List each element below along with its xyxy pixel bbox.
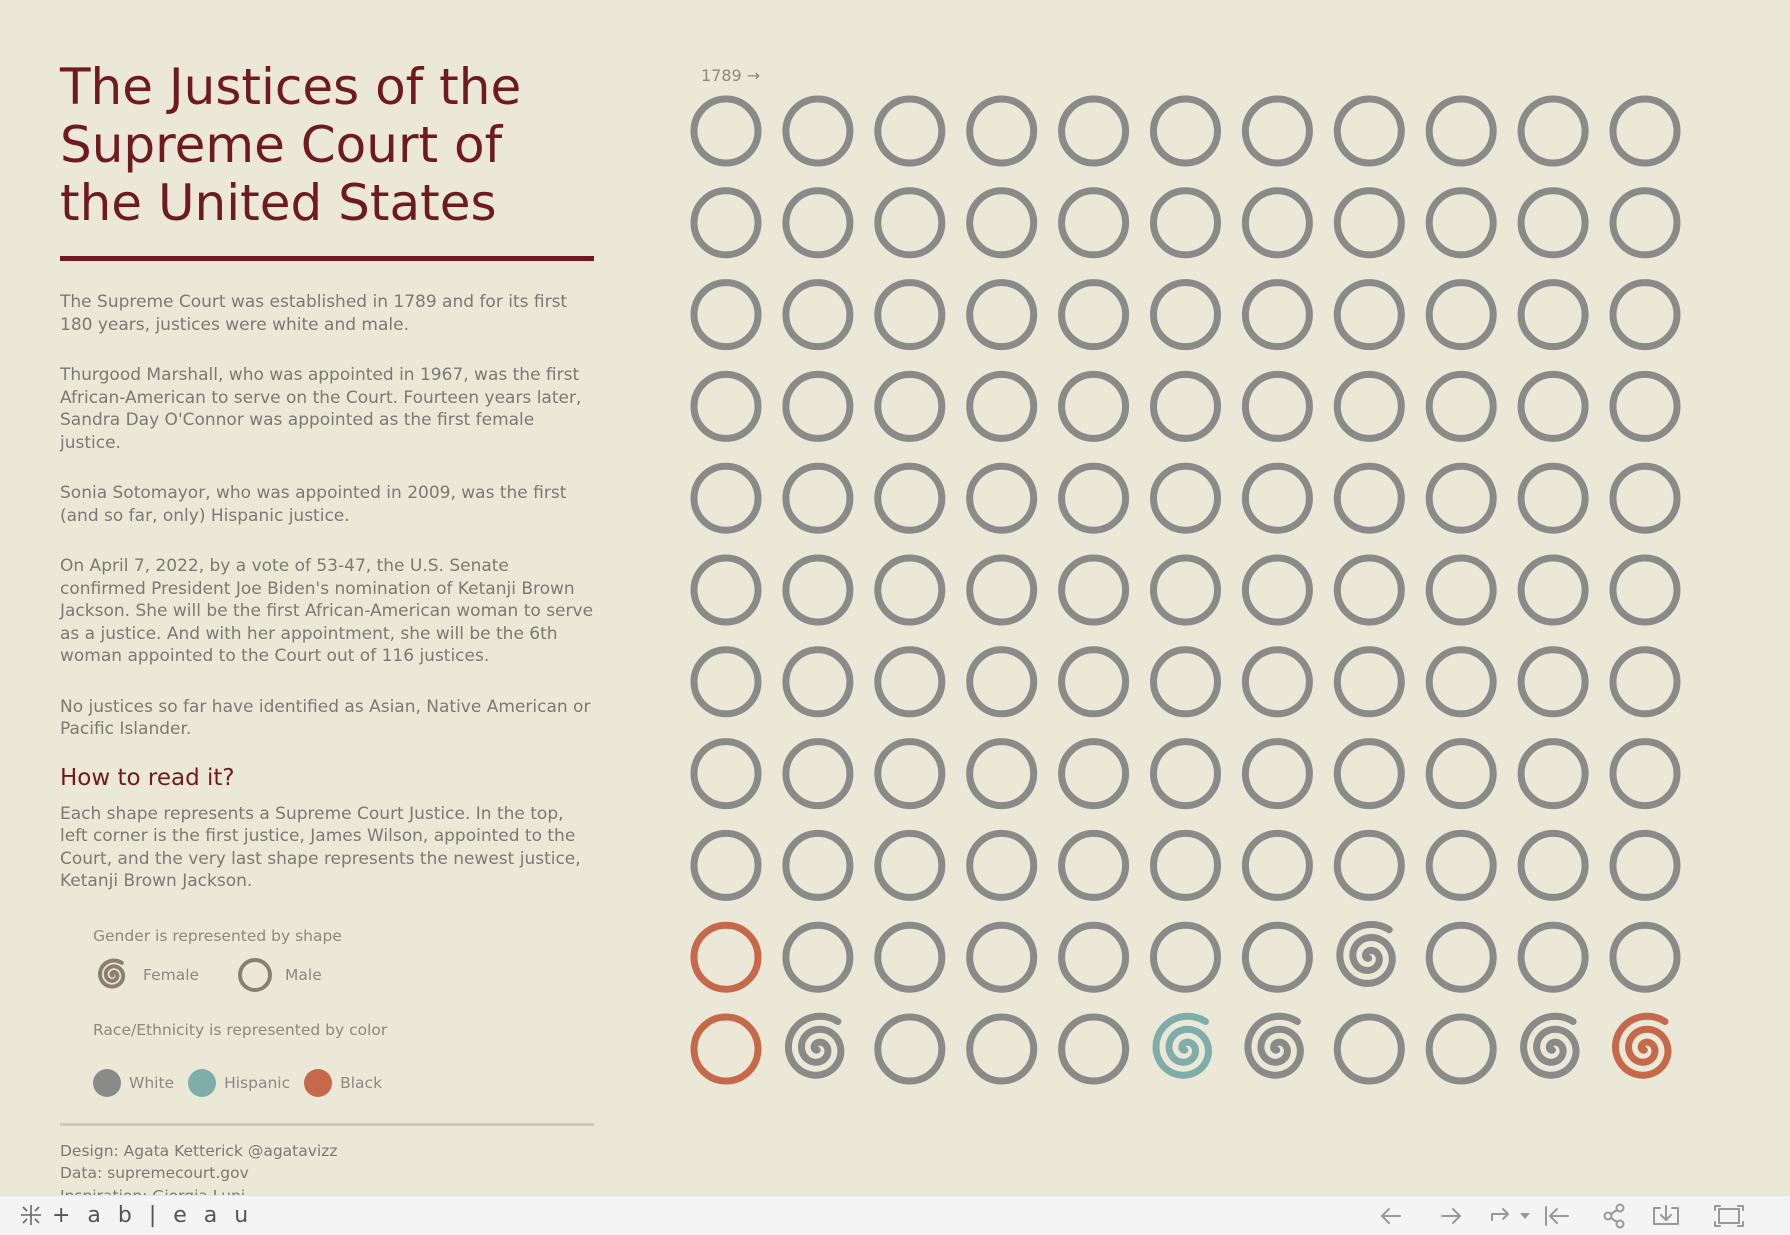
justice-mark-42[interactable] xyxy=(1429,374,1493,438)
justice-mark-100[interactable] xyxy=(694,925,758,989)
legend-white-label: White xyxy=(129,1073,175,1092)
justice-mark-92[interactable] xyxy=(970,833,1034,897)
gender-legend-title: Gender is represented by shape xyxy=(93,926,342,945)
justice-mark-46[interactable] xyxy=(786,466,850,530)
fullscreen-icon[interactable] xyxy=(1715,1206,1743,1226)
justice-mark-107[interactable] xyxy=(1340,924,1392,983)
justice-mark-98[interactable] xyxy=(1521,833,1585,897)
justice-mark-18[interactable] xyxy=(1245,191,1309,255)
justice-mark-58[interactable] xyxy=(878,558,942,622)
justice-mark-101[interactable] xyxy=(786,925,850,989)
legend-male-label: Male xyxy=(285,965,322,984)
justice-mark-43[interactable] xyxy=(1521,374,1585,438)
justice-mark-8[interactable] xyxy=(1337,99,1401,163)
justice-mark-115[interactable] xyxy=(1062,1017,1126,1081)
justice-mark-1[interactable] xyxy=(694,99,758,163)
justice-mark-90[interactable] xyxy=(786,833,850,897)
justice-mark-78[interactable] xyxy=(694,742,758,806)
justice-mark-95[interactable] xyxy=(1245,833,1309,897)
justice-mark-81[interactable] xyxy=(970,742,1034,806)
justice-mark-49[interactable] xyxy=(1062,466,1126,530)
justice-mark-118[interactable] xyxy=(1337,1017,1401,1081)
tableau-logo[interactable] xyxy=(18,1202,253,1228)
justice-mark-70[interactable] xyxy=(970,650,1034,714)
justice-mark-52[interactable] xyxy=(1337,466,1401,530)
justice-mark-119[interactable] xyxy=(1429,1017,1493,1081)
justice-mark-3[interactable] xyxy=(878,99,942,163)
justice-mark-82[interactable] xyxy=(1062,742,1126,806)
justice-mark-121[interactable] xyxy=(1616,1016,1668,1075)
justice-mark-50[interactable] xyxy=(1154,466,1218,530)
justice-mark-25[interactable] xyxy=(878,283,942,347)
justice-mark-79[interactable] xyxy=(786,742,850,806)
justice-mark-66[interactable] xyxy=(1613,558,1677,622)
justice-mark-59[interactable] xyxy=(970,558,1034,622)
justice-mark-36[interactable] xyxy=(878,374,942,438)
justice-mark-91[interactable] xyxy=(878,833,942,897)
justice-mark-106[interactable] xyxy=(1245,925,1309,989)
justice-mark-33[interactable] xyxy=(1613,283,1677,347)
justice-mark-57[interactable] xyxy=(786,558,850,622)
tableau-toolbar xyxy=(0,1195,1790,1235)
justice-mark-87[interactable] xyxy=(1521,742,1585,806)
justice-mark-111[interactable] xyxy=(694,1017,758,1081)
justice-mark-108[interactable] xyxy=(1429,925,1493,989)
how-to-heading: How to read it? xyxy=(60,764,235,791)
justice-mark-30[interactable] xyxy=(1337,283,1401,347)
justice-mark-67[interactable] xyxy=(694,650,758,714)
reset-icon[interactable] xyxy=(1546,1207,1568,1225)
justice-mark-24[interactable] xyxy=(786,283,850,347)
justice-mark-11[interactable] xyxy=(1613,99,1677,163)
justice-mark-97[interactable] xyxy=(1429,833,1493,897)
justice-mark-112[interactable] xyxy=(788,1016,840,1075)
justice-mark-69[interactable] xyxy=(878,650,942,714)
justice-mark-12[interactable] xyxy=(694,191,758,255)
justice-mark-64[interactable] xyxy=(1429,558,1493,622)
tableau-logo-text: + a b | e a u xyxy=(52,1202,254,1228)
justice-mark-35[interactable] xyxy=(786,374,850,438)
justice-mark-32[interactable] xyxy=(1521,283,1585,347)
justice-mark-38[interactable] xyxy=(1062,374,1126,438)
justice-mark-71[interactable] xyxy=(1062,650,1126,714)
justice-mark-113[interactable] xyxy=(878,1017,942,1081)
justice-mark-96[interactable] xyxy=(1337,833,1401,897)
justice-mark-26[interactable] xyxy=(970,283,1034,347)
justice-mark-44[interactable] xyxy=(1613,374,1677,438)
justice-mark-5[interactable] xyxy=(1062,99,1126,163)
justice-mark-65[interactable] xyxy=(1521,558,1585,622)
justice-mark-103[interactable] xyxy=(970,925,1034,989)
justice-mark-62[interactable] xyxy=(1245,558,1309,622)
justice-mark-77[interactable] xyxy=(1613,650,1677,714)
justice-mark-68[interactable] xyxy=(786,650,850,714)
download-icon[interactable] xyxy=(1654,1206,1678,1224)
race-legend-title: Race/Ethnicity is represented by color xyxy=(93,1020,388,1039)
justice-mark-105[interactable] xyxy=(1154,925,1218,989)
justice-mark-102[interactable] xyxy=(878,925,942,989)
justice-mark-63[interactable] xyxy=(1337,558,1401,622)
justice-mark-10[interactable] xyxy=(1521,99,1585,163)
legend-female-label: Female xyxy=(143,965,200,984)
redo-icon[interactable] xyxy=(1442,1209,1460,1223)
justice-mark-55[interactable] xyxy=(1613,466,1677,530)
justice-mark-83[interactable] xyxy=(1154,742,1218,806)
justice-mark-40[interactable] xyxy=(1245,374,1309,438)
justice-mark-54[interactable] xyxy=(1521,466,1585,530)
justice-mark-99[interactable] xyxy=(1613,833,1677,897)
justice-mark-109[interactable] xyxy=(1521,925,1585,989)
justice-mark-94[interactable] xyxy=(1154,833,1218,897)
justice-mark-34[interactable] xyxy=(694,374,758,438)
justice-mark-41[interactable] xyxy=(1337,374,1401,438)
justice-mark-75[interactable] xyxy=(1429,650,1493,714)
page-title: The Justices of the Supreme Court of the United States xyxy=(60,58,522,232)
justice-mark-9[interactable] xyxy=(1429,99,1493,163)
justice-mark-89[interactable] xyxy=(694,833,758,897)
start-year-label: 1789 → xyxy=(701,66,761,85)
justice-mark-19[interactable] xyxy=(1337,191,1401,255)
justice-mark-17[interactable] xyxy=(1154,191,1218,255)
credit-design: Design: Agata Ketterick @agatavizz xyxy=(60,1141,338,1160)
justice-mark-45[interactable] xyxy=(694,466,758,530)
justice-mark-20[interactable] xyxy=(1429,191,1493,255)
justice-mark-51[interactable] xyxy=(1245,466,1309,530)
justice-mark-117[interactable] xyxy=(1248,1016,1300,1075)
justice-mark-6[interactable] xyxy=(1154,99,1218,163)
justice-mark-47[interactable] xyxy=(878,466,942,530)
justice-mark-84[interactable] xyxy=(1245,742,1309,806)
justice-mark-7[interactable] xyxy=(1245,99,1309,163)
justice-mark-80[interactable] xyxy=(878,742,942,806)
justice-mark-53[interactable] xyxy=(1429,466,1493,530)
justice-mark-4[interactable] xyxy=(970,99,1034,163)
justice-mark-23[interactable] xyxy=(694,283,758,347)
legend-black-label: Black xyxy=(340,1073,383,1092)
share-icon[interactable] xyxy=(1605,1205,1624,1228)
dropdown-icon[interactable] xyxy=(1520,1213,1530,1219)
justice-mark-39[interactable] xyxy=(1154,374,1218,438)
justice-mark-56[interactable] xyxy=(694,558,758,622)
justice-mark-73[interactable] xyxy=(1245,650,1309,714)
other-groups-paragraph: No justices so far have identified as Asian, Native American or Pacific Islander. xyxy=(60,696,591,739)
legend-hispanic-label: Hispanic xyxy=(224,1073,291,1092)
justice-mark-16[interactable] xyxy=(1062,191,1126,255)
justice-mark-13[interactable] xyxy=(786,191,850,255)
justice-mark-116[interactable] xyxy=(1156,1016,1208,1075)
justice-mark-86[interactable] xyxy=(1429,742,1493,806)
justice-mark-104[interactable] xyxy=(1062,925,1126,989)
justice-mark-60[interactable] xyxy=(1062,558,1126,622)
justice-mark-110[interactable] xyxy=(1613,925,1677,989)
justice-mark-61[interactable] xyxy=(1154,558,1218,622)
undo-icon[interactable] xyxy=(1382,1209,1400,1223)
justice-mark-74[interactable] xyxy=(1337,650,1401,714)
justice-mark-31[interactable] xyxy=(1429,283,1493,347)
justice-mark-114[interactable] xyxy=(970,1017,1034,1081)
justice-mark-37[interactable] xyxy=(970,374,1034,438)
justice-mark-15[interactable] xyxy=(970,191,1034,255)
jackson-paragraph: On April 7, 2022, by a vote of 53-47, the U.S. Senate confirmed President Joe Biden's nomination of Ketanji Brown Jackson. She will be the first African-American woman to serve as a justice. And with her appointment, she will be the 6th woman appointed to the Court out of 116 justices. xyxy=(60,556,594,666)
justice-mark-72[interactable] xyxy=(1154,650,1218,714)
revert-icon[interactable] xyxy=(1492,1209,1508,1220)
credit-data: Data: supremecourt.gov xyxy=(60,1164,249,1182)
sotomayor-paragraph: Sonia Sotomayor, who was appointed in 2009, was the first (and so far, only) Hispanic justice. xyxy=(60,483,567,526)
justice-mark-28[interactable] xyxy=(1154,283,1218,347)
justice-mark-21[interactable] xyxy=(1521,191,1585,255)
justice-mark-2[interactable] xyxy=(786,99,850,163)
justice-mark-76[interactable] xyxy=(1521,650,1585,714)
justice-mark-29[interactable] xyxy=(1245,283,1309,347)
how-to-text: Each shape represents a Supreme Court Justice. In the top, left corner is the first justice, James Wilson, appointed to the Court, and the very last shape represents the newest justice, Ketanji Brown Jackson. xyxy=(60,803,581,891)
justice-mark-14[interactable] xyxy=(878,191,942,255)
justice-mark-85[interactable] xyxy=(1337,742,1401,806)
justice-mark-27[interactable] xyxy=(1062,283,1126,347)
justice-mark-120[interactable] xyxy=(1524,1016,1576,1075)
justice-mark-93[interactable] xyxy=(1062,833,1126,897)
justice-mark-88[interactable] xyxy=(1613,742,1677,806)
marshall-paragraph: Thurgood Marshall, who was appointed in 1967, was the first African-American to serve on the Court. Fourteen years later, Sandra Day O'Connor was appointed as the first female justice. xyxy=(60,365,582,453)
intro-paragraph: The Supreme Court was established in 1789 and for its first 180 years, justices were white and male. xyxy=(60,292,568,335)
justice-mark-48[interactable] xyxy=(970,466,1034,530)
tableau-logo-icon xyxy=(18,1202,44,1228)
toolbar-icons xyxy=(1370,1196,1790,1235)
justice-mark-22[interactable] xyxy=(1613,191,1677,255)
